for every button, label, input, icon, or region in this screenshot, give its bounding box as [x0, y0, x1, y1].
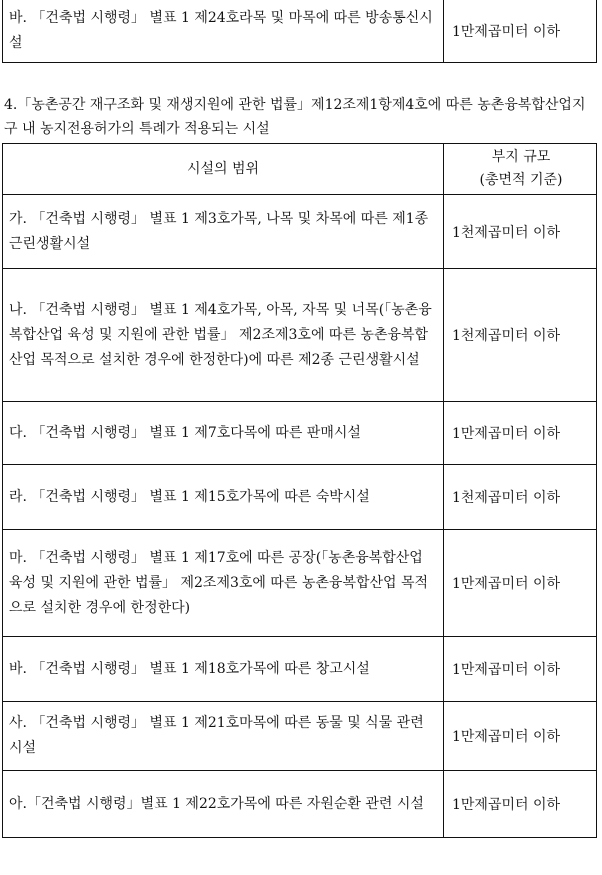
site-size-cell: 1만제곱미터 이하	[444, 637, 597, 702]
table-row	[3, 637, 597, 702]
facility-scope-cell: 바. 「건축법 시행령」 별표 1 제18호가목에 따른 창고시설	[3, 637, 444, 702]
table-row	[3, 465, 597, 530]
site-size-cell: 1천제곱미터 이하	[444, 269, 597, 402]
facility-scope-cell: 사. 「건축법 시행령」 별표 1 제21호마목에 따른 동물 및 식물 관련 시설	[3, 702, 444, 771]
table-row	[3, 402, 597, 465]
facility-scope-cell: 마. 「건축법 시행령」 별표 1 제17호에 따른 공장(「농촌융복합산업 육성 및 지원에 관한 법률」 제2조제3호에 따른 농촌융복합산업 목적으로 설치한 경우에 한정한다)	[3, 530, 444, 637]
header-site-size-line1: 부지 규모	[491, 149, 551, 165]
site-size-cell: 1천제곱미터 이하	[444, 195, 597, 269]
site-size-cell: 1만제곱미터 이하	[444, 771, 597, 838]
table-row	[3, 269, 597, 402]
table-row	[3, 771, 597, 838]
facility-scope-cell: 바. 「건축법 시행령」 별표 1 제24호라목 및 마목에 따른 방송통신시설	[3, 0, 444, 63]
table-header-row	[3, 144, 597, 195]
section-heading: 4.「농촌공간 재구조화 및 재생지원에 관한 법률」제12조제1항제4호에 따른 농촌융복합산업지구 내 농지전용허가의 특례가 적용되는 시설	[4, 97, 586, 137]
header-site-size	[444, 144, 597, 195]
site-size-cell: 1만제곱미터 이하	[444, 702, 597, 771]
site-size-cell: 1만제곱미터 이하	[444, 530, 597, 637]
facility-table	[2, 143, 597, 838]
site-size-cell: 1천제곱미터 이하	[444, 465, 597, 530]
header-facility-scope: 시설의 범위	[3, 144, 444, 195]
facility-scope-cell: 다. 「건축법 시행령」 별표 1 제7호다목에 따른 판매시설	[3, 402, 444, 465]
continued-table	[2, 0, 597, 63]
table-row	[3, 0, 597, 63]
site-size-cell: 1만제곱미터 이하	[444, 402, 597, 465]
table-row	[3, 530, 597, 637]
table-row	[3, 195, 597, 269]
site-size-cell: 1만제곱미터 이하	[444, 0, 597, 63]
facility-scope-cell: 나. 「건축법 시행령」 별표 1 제4호가목, 아목, 자목 및 너목(「농촌융복합산업 육성 및 지원에 관한 법률」 제2조제3호에 따른 농촌융복합산업 목적으로 설치한 경우에 한정한다)에 따른 제2종 근린생활시설	[3, 269, 444, 402]
table-row	[3, 702, 597, 771]
facility-scope-cell: 라. 「건축법 시행령」 별표 1 제15호가목에 따른 숙박시설	[3, 465, 444, 530]
facility-scope-cell: 아.「건축법 시행령」별표 1 제22호가목에 따른 자원순환 관련 시설	[3, 771, 444, 838]
header-site-size-line2: (총면적 기준)	[479, 172, 563, 188]
facility-scope-cell: 가. 「건축법 시행령」 별표 1 제3호가목, 나목 및 차목에 따른 제1종 근린생활시설	[3, 195, 444, 269]
